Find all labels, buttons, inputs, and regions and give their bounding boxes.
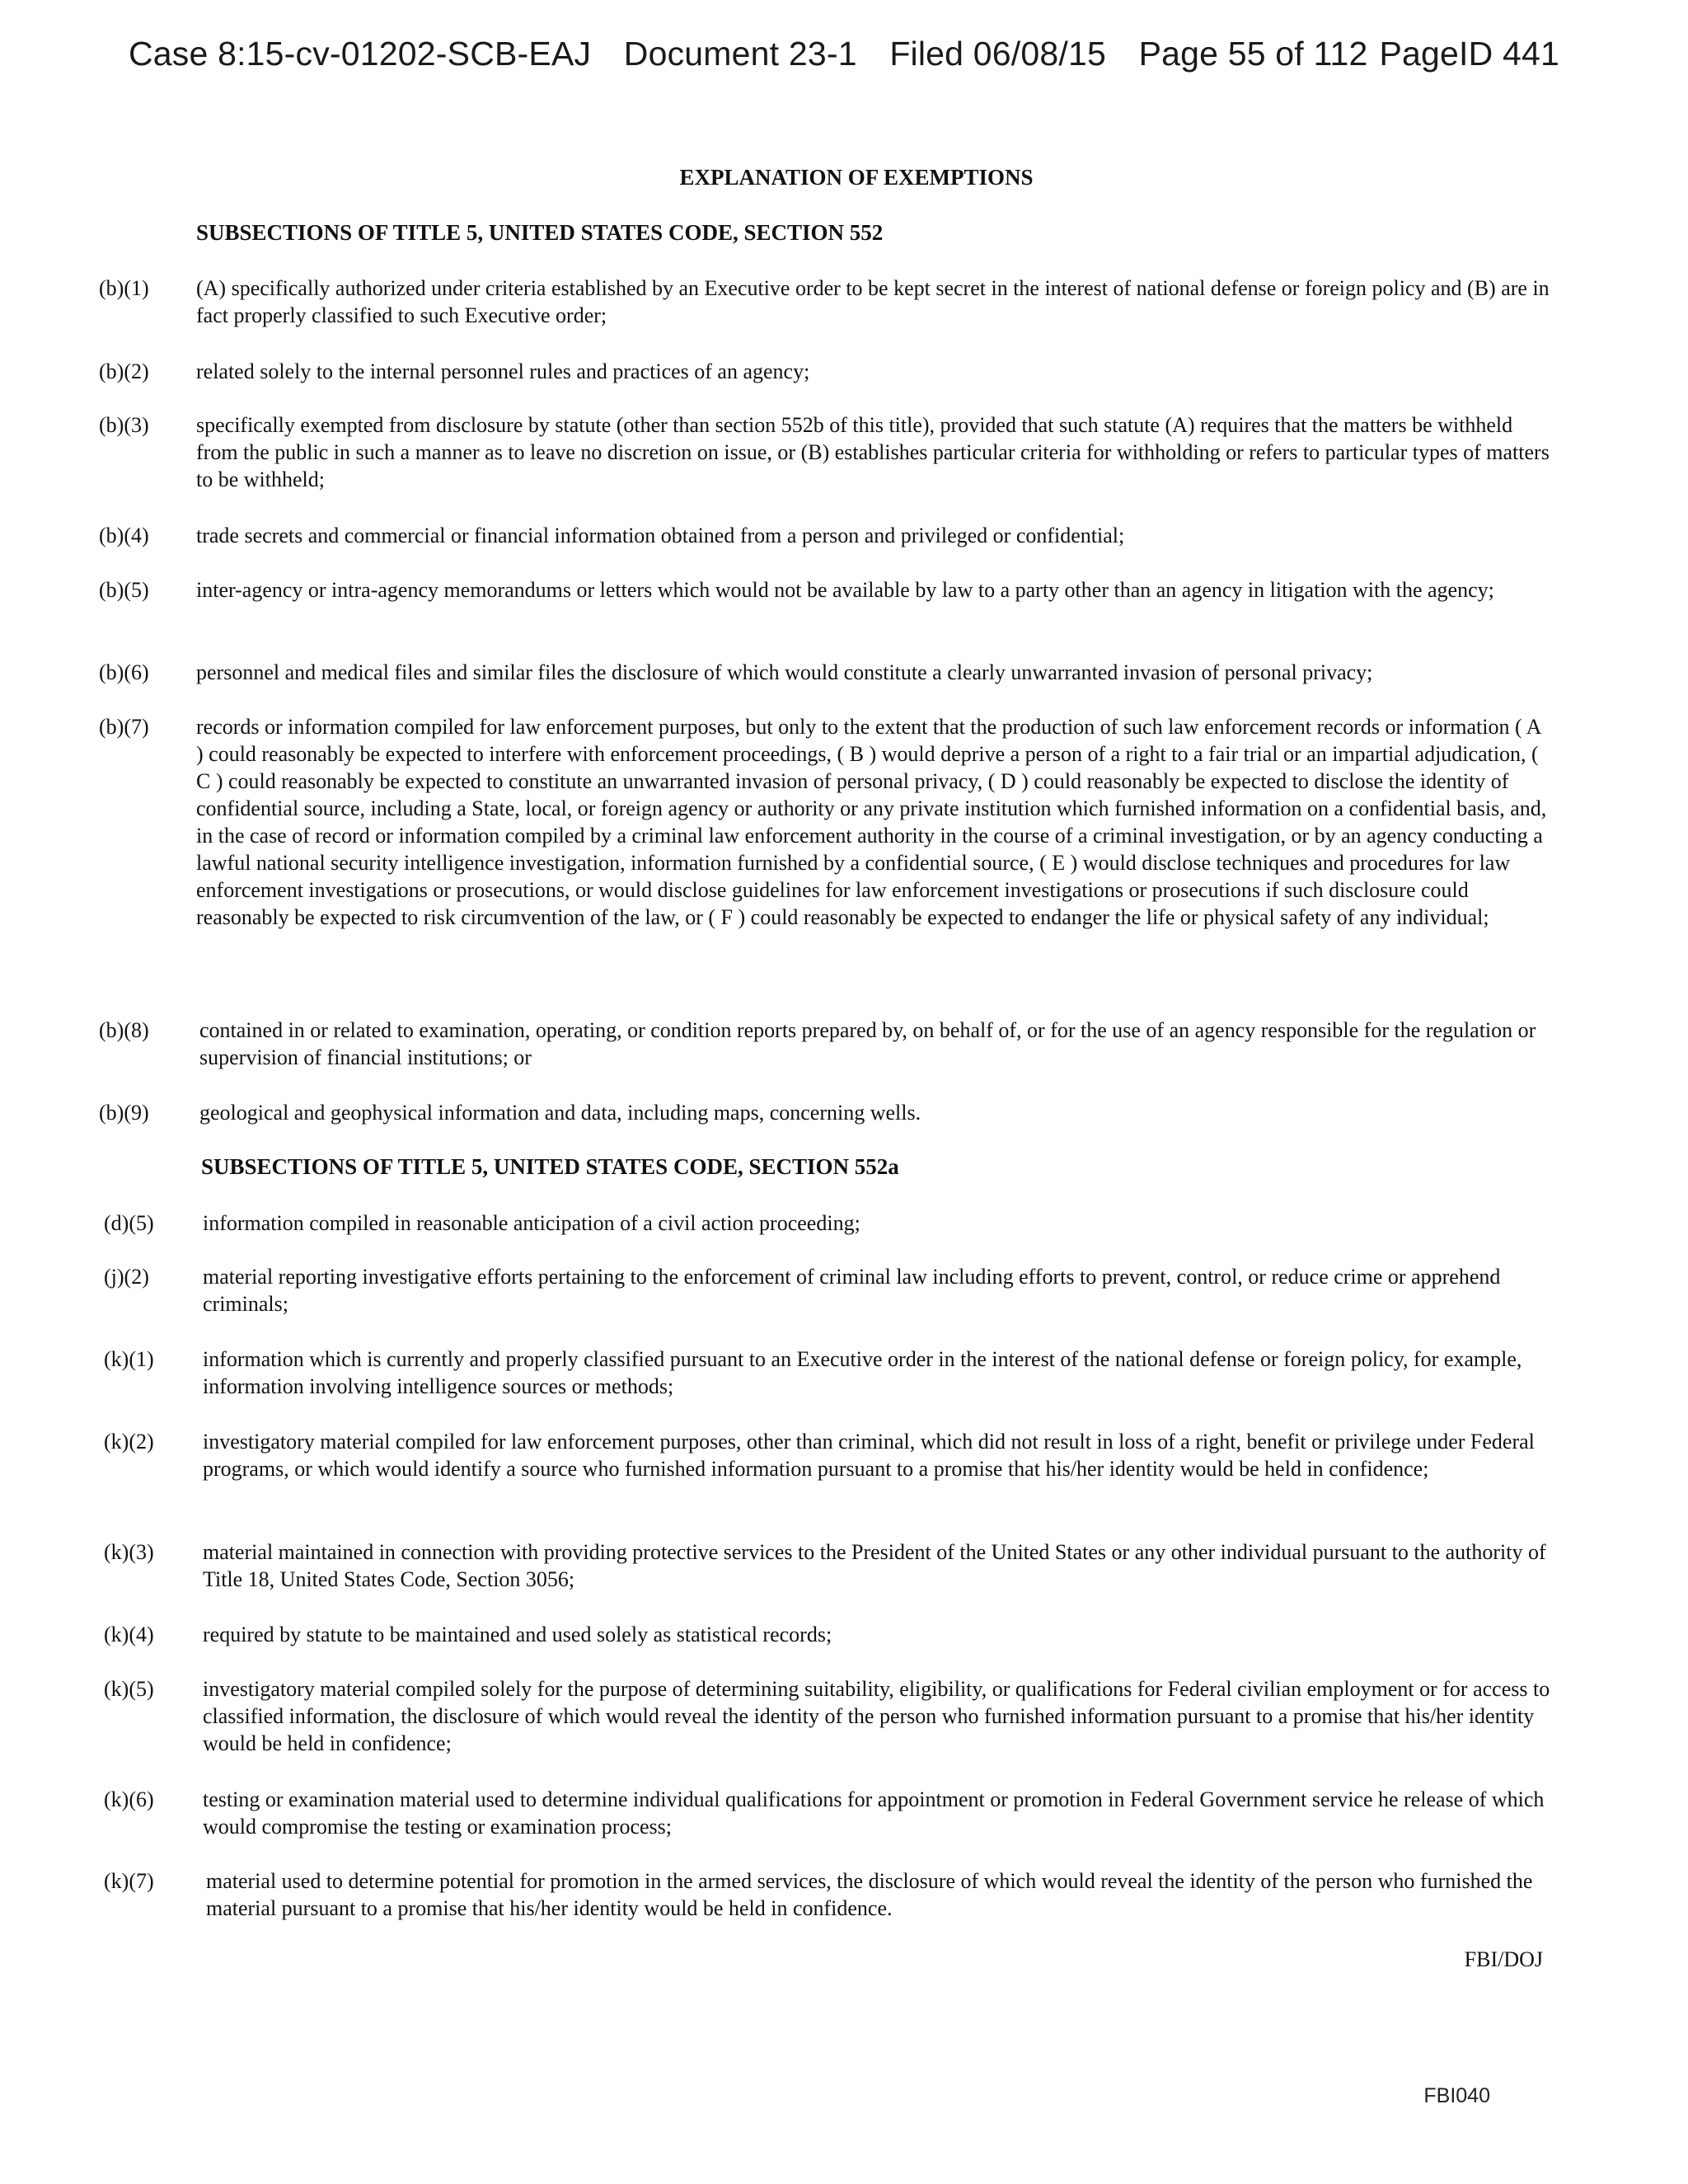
exemption-code: (d)(5) (104, 1211, 154, 1235)
exemption-b5 (99, 576, 1550, 604)
exemption-text: information compiled in reasonable anticipation of a civil action proceeding; (203, 1211, 860, 1235)
exemption-code: (k)(5) (104, 1677, 154, 1701)
exemption-text: contained in or related to examination, operating, or condition reports prepared by, on behalf of, or for the use of an agency responsible for the regulation or supervision of financial institutions; or (199, 1018, 1536, 1069)
page-count: Page 55 of 112 (1138, 35, 1368, 73)
exemption-text: material maintained in connection with providing protective services to the President of the United States or any other individual pursuant to the authority of Title 18, United States Code, Section 3056; (203, 1540, 1546, 1591)
exemption-code: (b)(2) (99, 359, 149, 383)
exemption-code: (k)(3) (104, 1540, 154, 1564)
exemption-k5 (104, 1675, 1554, 1757)
case-header (0, 35, 1688, 73)
exemption-b6 (99, 659, 1550, 686)
exemption-code: (b)(1) (99, 276, 149, 300)
exemption-b3 (99, 411, 1550, 493)
exemption-text: records or information compiled for law enforcement purposes, but only to the extent that the production of such law enforcement records or information ( A ) could reasonably be expected to interfere with enforcement proceedings, ( B ) would deprive a person of a right to a fair trial or an impartial adjudication, ( C ) could reasonably be expected to constitute an unwarranted invasion of personal privacy, ( D ) could reasonably be expected to disclose the identity of confidential source, including a State, local, or foreign agency or authority or any private institution which furnished information on a confidential basis, and, in the case of record or information compiled by a criminal law enforcement authority in the course of a criminal investigation, or by an agency conducting a lawful national security intelligence investigation, information furnished by a confidential source, ( E ) would disclose techniques and procedures for law enforcement investigations or prosecutions, or would disclose guidelines for law enforcement investigations or prosecutions if such disclosure could reasonably be expected to risk circumvention of the law, or ( F ) could reasonably be expected to endanger the life or physical safety of any individual; (196, 715, 1547, 929)
exemption-k7 (104, 1867, 1554, 1922)
exemption-code: (k)(4) (104, 1623, 154, 1646)
exemption-text: specifically exempted from disclosure by statute (other than section 552b of this title), provided that such statute (A) requires that the matters be withheld from the public in such a manner as to leave no discretion on issue, or (B) establishes particular criteria for withholding or refers to particular types of matters to be withheld; (196, 413, 1550, 491)
exemption-text: inter-agency or intra-agency memorandums or letters which would not be available by law to a party other than an agency in litigation with the agency; (196, 578, 1494, 602)
section-552-heading: SUBSECTIONS OF TITLE 5, UNITED STATES CODE, SECTION 552 (196, 220, 884, 245)
exemption-b4 (99, 522, 1550, 549)
exemption-text: trade secrets and commercial or financial information obtained from a person and privileged or confidential; (196, 524, 1125, 547)
exemption-code: (b)(5) (99, 578, 149, 602)
exemption-b9 (99, 1099, 1550, 1126)
exemption-code: (b)(7) (99, 715, 149, 739)
exemption-code: (b)(3) (99, 413, 149, 437)
exemption-code: (b)(8) (99, 1018, 149, 1042)
exemption-text: required by statute to be maintained and used solely as statistical records; (203, 1623, 832, 1646)
exemption-b8 (99, 1017, 1550, 1071)
bates-number: FBI040 (1423, 2084, 1490, 2107)
exemption-code: (k)(2) (104, 1430, 154, 1454)
exemption-text: related solely to the internal personnel rules and practices of an agency; (196, 359, 810, 383)
exemption-k1 (104, 1346, 1554, 1400)
exemption-code: (b)(9) (99, 1101, 149, 1125)
issuing-agency: FBI/DOJ (1464, 1947, 1543, 1971)
exemption-text: material reporting investigative efforts pertaining to the enforcement of criminal law including efforts to prevent, control, or reduce crime or apprehend criminals; (203, 1265, 1501, 1316)
exemption-code: (b)(6) (99, 660, 149, 684)
exemption-k4 (104, 1621, 1554, 1648)
exemption-code: (b)(4) (99, 524, 149, 547)
exemption-k3 (104, 1538, 1554, 1593)
exemption-code: (j)(2) (104, 1265, 149, 1289)
exemption-b1 (99, 275, 1550, 329)
exemption-text: investigatory material compiled solely for the purpose of determining suitability, eligibility, or qualifications for Federal civilian employment or for access to classified information, the disclosure of which would reveal the identity of the person who furnished information pursuant to a promise that his/her identity would be held in confidence; (203, 1677, 1550, 1755)
exemption-text: (A) specifically authorized under criteria established by an Executive order to be kept secret in the interest of national defense or foreign policy and (B) are in fact properly classified to such Executive order; (196, 276, 1550, 327)
exemption-text: information which is currently and properly classified pursuant to an Executive order in the interest of the national defense or foreign policy, for example, information involving intelligence sources or methods; (203, 1347, 1522, 1398)
exemption-d5 (104, 1209, 1554, 1237)
exemption-text: geological and geophysical information and data, including maps, concerning wells. (199, 1101, 921, 1125)
exemption-j2 (104, 1263, 1554, 1317)
exemption-k2 (104, 1428, 1554, 1482)
exemption-code: (k)(6) (104, 1787, 154, 1811)
exemption-text: testing or examination material used to determine individual qualifications for appointment or promotion in Federal Government service he release of which would compromise the testing or examination process; (203, 1787, 1545, 1839)
filed-date: Filed 06/08/15 (889, 35, 1106, 73)
exemption-code: (k)(7) (104, 1869, 154, 1893)
section-552a-heading: SUBSECTIONS OF TITLE 5, UNITED STATES CODE, SECTION 552a (201, 1154, 899, 1179)
page-title: EXPLANATION OF EXEMPTIONS (679, 165, 1034, 190)
exemption-b2 (99, 358, 1550, 385)
exemption-k6 (104, 1786, 1554, 1840)
exemption-text: personnel and medical files and similar files the disclosure of which would constitute a clearly unwarranted invasion of personal privacy; (196, 660, 1373, 684)
document-number: Document 23-1 (623, 35, 857, 73)
exemption-b7 (99, 713, 1550, 931)
case-number: Case 8:15-cv-01202-SCB-EAJ (128, 35, 592, 73)
exemption-text: material used to determine potential for promotion in the armed services, the disclosure of which would reveal the identity of the person who furnished the material pursuant to a promise that his/her identity would be held in confidence. (206, 1869, 1533, 1920)
exemption-text: investigatory material compiled for law enforcement purposes, other than criminal, which did not result in loss of a right, benefit or privilege under Federal programs, or which would identify a source who furnished information pursuant to a promise that his/her identity would be held in confidence; (203, 1430, 1535, 1481)
page-id: PageID 441 (1379, 35, 1560, 73)
exemption-code: (k)(1) (104, 1347, 154, 1371)
